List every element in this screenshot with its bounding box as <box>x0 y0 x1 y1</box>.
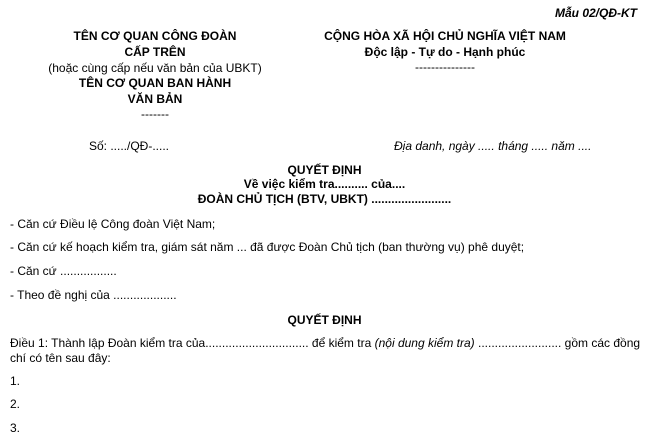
basis-item: - Căn cứ ................. <box>10 264 117 278</box>
article-1-line2: chí có tên sau đây: <box>10 351 111 365</box>
left-header-line4: TÊN CƠ QUAN BAN HÀNH <box>78 76 232 90</box>
left-header-line3: (hoặc cùng cấp nếu văn bản của UBKT) <box>48 61 262 75</box>
place-date: Địa danh, ngày ..... tháng ..... năm .... <box>394 139 592 153</box>
left-header-line1: TÊN CƠ QUAN CÔNG ĐOÀN <box>73 29 237 43</box>
right-header-line2: Độc lập - Tự do - Hạnh phúc <box>364 45 526 59</box>
right-header-line1: CỘNG HÒA XÃ HỘI CHỦ NGHĨA VIỆT NAM <box>324 29 566 43</box>
article-1-text-end: ......................... gồm các đồng <box>474 336 641 350</box>
decision-heading: QUYẾT ĐỊNH <box>287 313 362 327</box>
document-number: Số: ...../QĐ-..... <box>89 139 170 153</box>
member-item: 2. <box>10 397 21 411</box>
form-code: Mẫu 02/QĐ-KT <box>554 6 637 20</box>
basis-item: - Căn cứ kế hoạch kiểm tra, giám sát năm ... đã được Đoàn Chủ tịch (ban thường vụ) phê duyệt; <box>10 240 525 254</box>
basis-item: - Căn cứ Điều lệ Công đoàn Việt Nam; <box>10 217 216 231</box>
article-1-content-note: (nội dung kiểm tra) <box>374 336 475 350</box>
article-1-text: Điều 1: Thành lập Đoàn kiểm tra của............................... để kiểm tra <box>10 336 375 350</box>
member-item: 3. <box>10 421 21 435</box>
title-issuer: ĐOÀN CHỦ TỊCH (BTV, UBKT) ........................ <box>197 192 452 206</box>
title-heading: QUYẾT ĐỊNH <box>287 163 362 177</box>
left-header-dashes: ------- <box>141 107 169 121</box>
article-1 <box>10 336 640 350</box>
right-header-dashes: --------------- <box>415 60 475 74</box>
member-item: 1. <box>10 374 21 388</box>
title-subject: Về việc kiểm tra.......... của.... <box>243 177 406 191</box>
left-header-line5: VĂN BẢN <box>127 92 183 106</box>
left-header-line2: CẤP TRÊN <box>124 45 186 59</box>
basis-item: - Theo đề nghị của ................... <box>10 288 177 302</box>
